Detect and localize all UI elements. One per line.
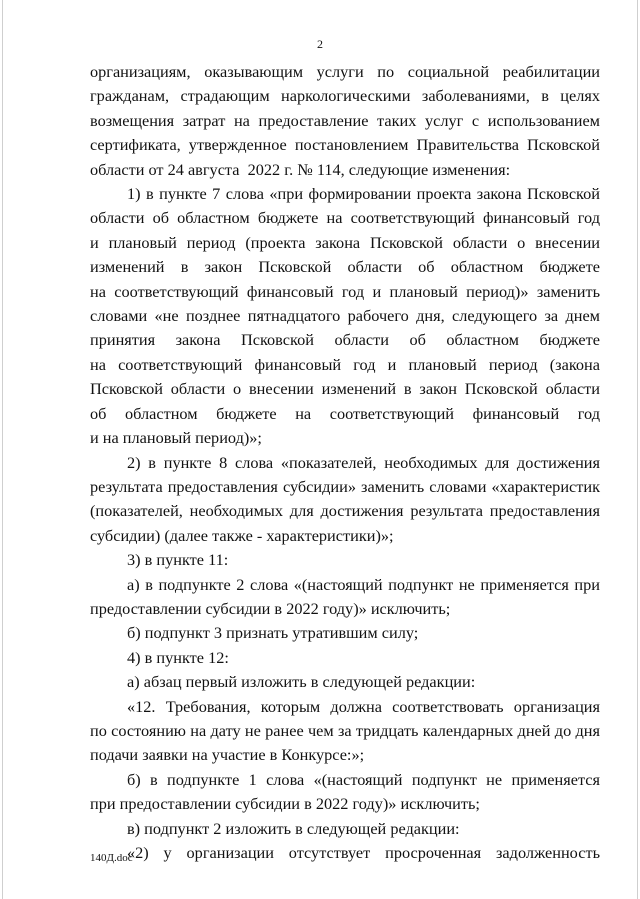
text-line: изменений в закон Псковской области об областном бюджете	[90, 257, 600, 277]
text-line: Псковской области о внесении изменений в закон Псковской области	[90, 379, 600, 399]
text-line: на соответствующий финансовый год и плановый период)» заменить	[90, 281, 600, 301]
text-line: организациям, оказывающим услуги по социальной реабилитации	[90, 62, 600, 81]
text-line: предоставлении субсидии в 2022 году)» исключить;	[90, 598, 451, 618]
text-line: б) подпункт 3 признать утратившим силу;	[127, 623, 419, 643]
text-line: результата предоставления субсидии» заменить словами «характеристик	[90, 476, 600, 496]
text-line: «2) у организации отсутствует просроченная задолженность	[127, 843, 600, 862]
text-line: 1) в пункте 7 слова «при формировании проекта закона Псковской	[127, 184, 600, 204]
file-name-footer: 140Д.doc	[90, 852, 133, 864]
right-edge-mark	[637, 0, 638, 899]
text-line: при предоставлении субсидии в 2022 году)» исключить;	[90, 794, 480, 814]
text-line: словами «не позднее пятнадцатого рабочего дня, следующего за днем	[90, 306, 600, 326]
page-number: 2	[317, 37, 323, 51]
text-line: в) подпункт 2 изложить в следующей редакции:	[127, 818, 460, 838]
text-line: сертификата, утвержденное постановлением Правительства Псковской	[90, 135, 600, 155]
text-line: по состоянию на дату не ранее чем за тридцать календарных дней до дня	[90, 720, 600, 740]
text-line: субсидии) (далее также - характеристики)»;	[90, 525, 394, 545]
text-line: 4) в пункте 12:	[127, 647, 229, 667]
text-line: принятия закона Псковской области об областном бюджете	[90, 330, 600, 350]
text-line: 2) в пункте 8 слова «показателей, необходимых для достижения	[127, 452, 600, 472]
text-line: (показателей, необходимых для достижения результата предоставления	[90, 501, 600, 521]
text-line: а) в подпункте 2 слова «(настоящий подпункт не применяется при	[127, 574, 600, 594]
text-line: б) в подпункте 1 слова «(настоящий подпункт не применяется	[127, 769, 600, 789]
text-line: а) абзац первый изложить в следующей редакции:	[127, 672, 476, 692]
text-line: области от 24 августа 2022 г. № 114, следующие изменения:	[90, 159, 511, 179]
text-line: на соответствующий финансовый год и плановый период (закона	[90, 354, 600, 374]
text-line: возмещения затрат на предоставление таких услуг с использованием	[90, 110, 600, 130]
document-body	[90, 60, 600, 865]
text-line: области об областном бюджете на соответствующий финансовый год	[90, 208, 600, 228]
text-line: об областном бюджете на соответствующий финансовый год	[90, 403, 600, 423]
text-line: 3) в пункте 11:	[127, 550, 229, 570]
text-line: гражданам, страдающим наркологическими заболеваниями, в целях	[90, 86, 600, 106]
text-line: и плановый период (проекта закона Псковской области о внесении	[90, 232, 600, 252]
left-edge-mark	[2, 0, 3, 899]
text-line: и на плановый период)»;	[90, 428, 262, 448]
text-line: «12. Требования, которым должна соответствовать организация	[127, 696, 600, 716]
text-line: подачи заявки на участие в Конкурсе:»;	[90, 745, 365, 765]
